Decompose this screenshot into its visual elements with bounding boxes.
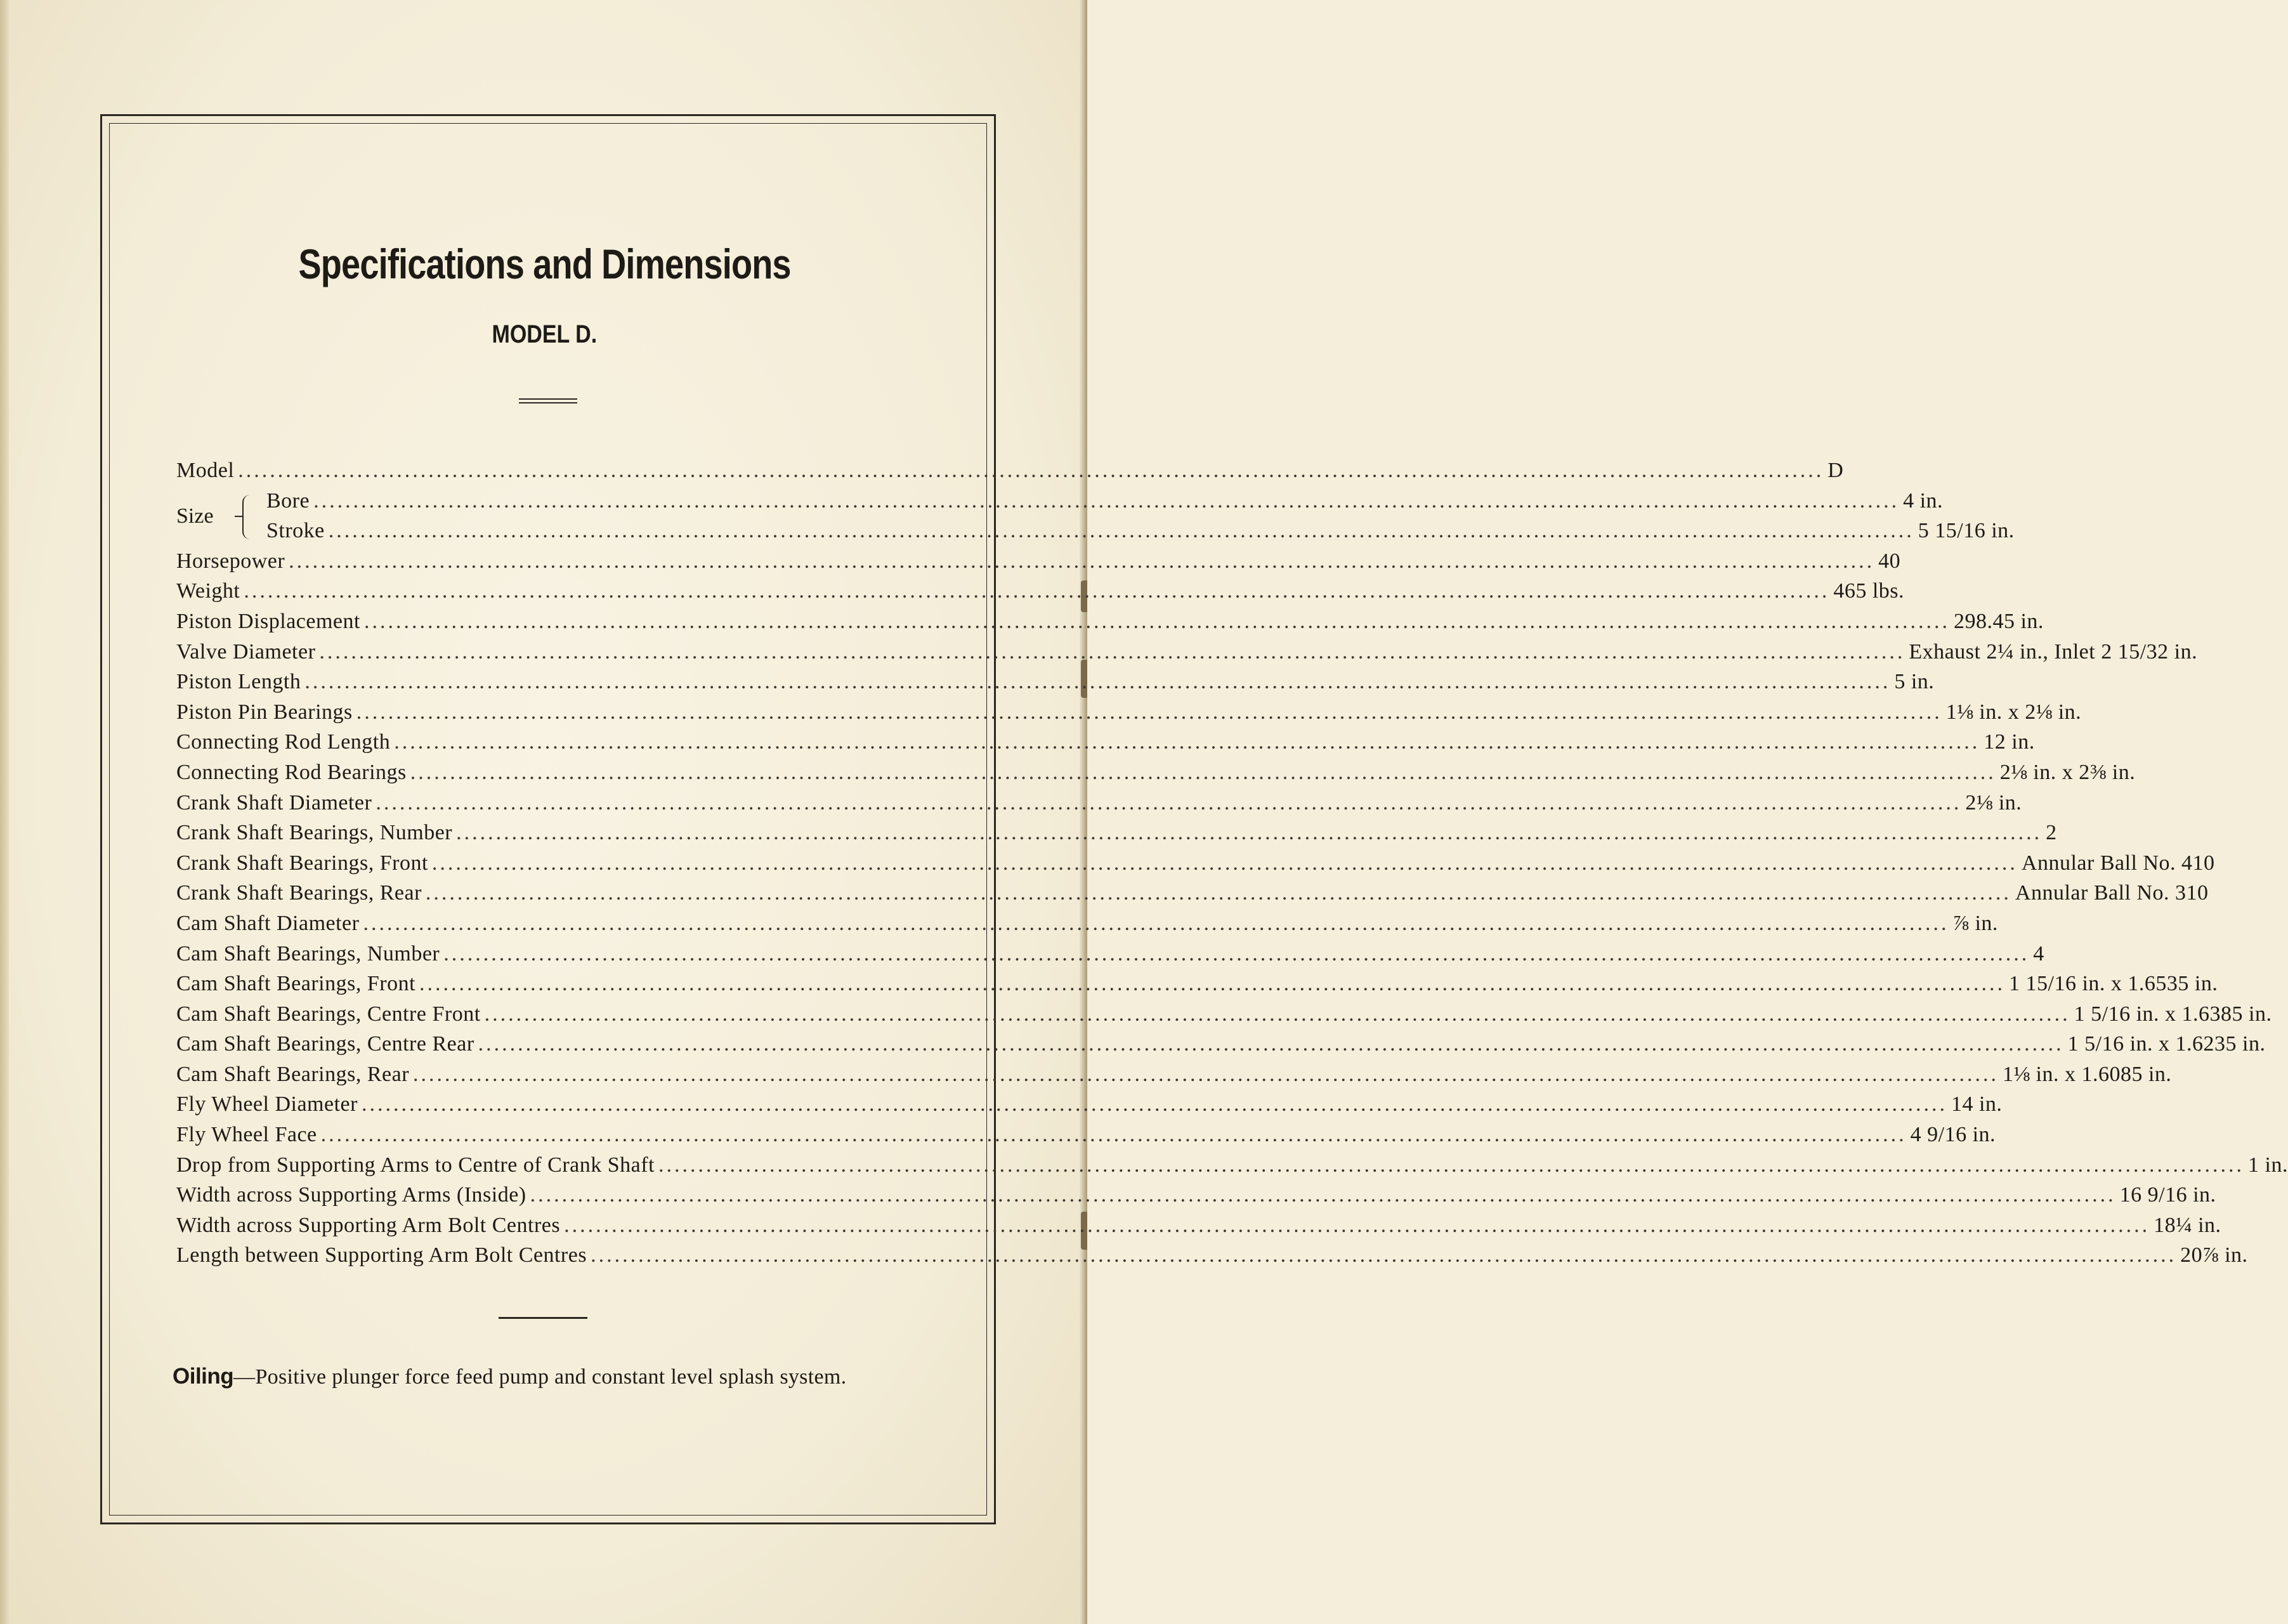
dot-leader: ........................................................................................................................................................................................................ (289, 549, 1875, 573)
dot-leader: ........................................................................................................................................................................................................ (363, 911, 1949, 935)
spec-label: Size (176, 504, 214, 528)
spec-label: Crank Shaft Bearings, Rear (176, 881, 422, 905)
spec-row-stroke (266, 516, 2015, 546)
spec-row (176, 637, 2198, 667)
dot-leader: ........................................................................................................................................................................................................ (356, 700, 1942, 724)
spec-row (176, 818, 2057, 848)
spec-row (176, 848, 2215, 879)
spec-value: 5 15/16 in. (1918, 519, 2015, 543)
spec-label: Connecting Rod Length (176, 730, 391, 754)
spec-group-size (176, 486, 2015, 546)
spec-row (176, 606, 2044, 637)
spec-row (176, 1180, 2216, 1210)
dot-leader: ........................................................................................................................................................................................................ (313, 488, 1900, 513)
spec-row (176, 1150, 2288, 1181)
dot-leader: ........................................................................................................................................................................................................ (591, 1243, 2177, 1267)
dot-leader: ........................................................................................................................................................................................................ (564, 1213, 2150, 1237)
dot-leader: ........................................................................................................................................................................................................ (484, 1002, 2070, 1026)
spec-row (176, 788, 2022, 818)
dot-leader: ........................................................................................................................................................................................................ (376, 790, 1962, 815)
rule-divider (499, 1317, 587, 1319)
dot-leader: ........................................................................................................................................................................................................ (456, 821, 2043, 845)
spec-row (176, 969, 2218, 999)
dot-leader: ........................................................................................................................................................................................................ (361, 1092, 1947, 1116)
spec-row (176, 667, 1935, 697)
spec-value: 18¼ in. (2154, 1213, 2221, 1237)
spec-label: Valve Diameter (176, 639, 316, 664)
oiling-text: —Positive plunger force feed pump and constant level splash system. (233, 1365, 847, 1389)
curly-brace (242, 495, 252, 539)
oiling-note (173, 1364, 921, 1389)
spec-value: 2 (2046, 821, 2057, 845)
spec-label: Length between Supporting Arm Bolt Centres (176, 1243, 587, 1267)
spec-label: Piston Displacement (176, 609, 360, 633)
spec-value: 4 9/16 in. (1910, 1123, 1996, 1147)
spec-value: Annular Ball No. 310 (2015, 881, 2209, 905)
spec-rows (176, 546, 2288, 1271)
spec-label: Piston Length (176, 670, 301, 694)
spec-row (176, 878, 2209, 908)
dot-leader: ........................................................................................................................................................................................................ (443, 941, 2030, 966)
spec-label: Piston Pin Bearings (176, 700, 353, 724)
dot-leader: ........................................................................................................................................................................................................ (425, 881, 2011, 905)
dot-leader: ........................................................................................................................................................................................................ (363, 609, 1950, 633)
dot-leader: ........................................................................................................................................................................................................ (478, 1032, 2064, 1056)
spec-row (176, 939, 2044, 969)
dot-leader: ........................................................................................................................................................................................................ (328, 519, 1914, 543)
spec-label: Cam Shaft Bearings, Rear (176, 1062, 410, 1086)
spec-row (176, 1059, 2172, 1090)
spec-label: Connecting Rod Bearings (176, 760, 407, 784)
dot-leader: ........................................................................................................................................................................................................ (320, 1123, 1907, 1147)
dot-leader: ........................................................................................................................................................................................................ (431, 851, 2018, 875)
spec-row (176, 1240, 2248, 1271)
spec-value: 4 in. (1903, 488, 1944, 513)
dot-leader: ........................................................................................................................................................................................................ (394, 730, 1980, 754)
spec-row-bore (266, 486, 1944, 516)
spec-label: Cam Shaft Bearings, Number (176, 941, 440, 966)
spec-value: 298.45 in. (1953, 609, 2044, 633)
spec-value: 1 in. (2248, 1153, 2288, 1177)
specifications-list (176, 455, 2288, 1271)
spec-label: Drop from Supporting Arms to Centre of Crank Shaft (176, 1153, 655, 1177)
spec-row (176, 576, 1905, 606)
spec-row (176, 999, 2272, 1030)
dot-leader: ........................................................................................................................................................................................................ (410, 760, 1996, 784)
spec-value: 1 5/16 in. x 1.6385 in. (2074, 1002, 2272, 1026)
spec-row (176, 1029, 2266, 1059)
spec-value: 5 in. (1894, 670, 1935, 694)
dot-leader: ........................................................................................................................................................................................................ (319, 639, 1906, 664)
dot-leader: ........................................................................................................................................................................................................ (419, 972, 2006, 996)
spec-value: 20⅞ in. (2180, 1243, 2248, 1267)
dot-leader: ........................................................................................................................................................................................................ (530, 1183, 2116, 1207)
spec-label: Fly Wheel Diameter (176, 1092, 358, 1116)
spec-value: Annular Ball No. 410 (2021, 851, 2215, 875)
spec-value: 2⅛ in. (1965, 790, 2022, 815)
spec-value: 1⅛ in. x 1.6085 in. (2003, 1062, 2172, 1086)
page-subtitle: MODEL D. (492, 320, 598, 348)
spec-value: 1 5/16 in. x 1.6235 in. (2067, 1032, 2266, 1056)
spec-label: Cam Shaft Bearings, Centre Rear (176, 1032, 474, 1056)
spec-value: 4 (2033, 941, 2044, 966)
dot-leader: ........................................................................................................................................................................................................ (658, 1153, 2245, 1177)
spec-label: Crank Shaft Bearings, Number (176, 821, 453, 845)
dot-leader: ........................................................................................................................................................................................................ (304, 670, 1891, 694)
page-spine-edge (0, 0, 9, 1624)
spec-row (176, 757, 2136, 788)
spec-label: Crank Shaft Bearings, Front (176, 851, 428, 875)
dot-leader: ........................................................................................................................................................................................................ (244, 579, 1830, 603)
spec-value: 2⅛ in. x 2⅜ in. (1999, 760, 2136, 784)
spec-row (176, 1210, 2221, 1241)
spec-row (176, 727, 2035, 757)
spec-value: 14 in. (1951, 1092, 2003, 1116)
spec-label: Horsepower (176, 549, 285, 573)
dot-leader: ........................................................................................................................................................................................................ (238, 459, 1824, 482)
oiling-heading: Oiling (173, 1364, 234, 1389)
spec-row (176, 1089, 2003, 1120)
dot-leader: ........................................................................................................................................................................................................ (413, 1062, 1999, 1086)
spec-label: Model (176, 459, 235, 482)
spec-value: 1 15/16 in. x 1.6535 in. (2009, 972, 2218, 996)
spec-value: 465 lbs. (1833, 579, 1905, 603)
spec-label: Fly Wheel Face (176, 1123, 317, 1147)
spec-row (176, 697, 2082, 728)
spec-value: D (1827, 459, 1844, 482)
spec-value: ⅞ in. (1952, 911, 1998, 935)
spec-value: 12 in. (1984, 730, 2035, 754)
spec-label: Cam Shaft Bearings, Front (176, 972, 416, 996)
spec-label: Weight (176, 579, 240, 603)
spec-label: Width across Supporting Arm Bolt Centres (176, 1213, 561, 1237)
spec-value: 1⅛ in. x 2⅛ in. (1945, 700, 2082, 724)
spec-label: Width across Supporting Arms (Inside) (176, 1183, 526, 1207)
page-title: Specifications and Dimensions (298, 240, 791, 287)
spec-row (176, 546, 1901, 577)
spec-value: Exhaust 2¼ in., Inlet 2 15/32 in. (1909, 639, 2198, 664)
spec-label: Cam Shaft Bearings, Centre Front (176, 1002, 481, 1026)
spec-label: Crank Shaft Diameter (176, 790, 372, 815)
spec-row (176, 908, 1998, 939)
spec-value: 16 9/16 in. (2119, 1183, 2216, 1207)
spec-label: Stroke (266, 519, 325, 543)
spec-row-model (176, 455, 1844, 486)
spec-row (176, 1120, 1996, 1150)
spec-label: Bore (266, 488, 310, 513)
spec-label: Cam Shaft Diameter (176, 911, 360, 935)
spec-value: 40 (1878, 549, 1901, 573)
double-rule-divider (519, 398, 577, 403)
